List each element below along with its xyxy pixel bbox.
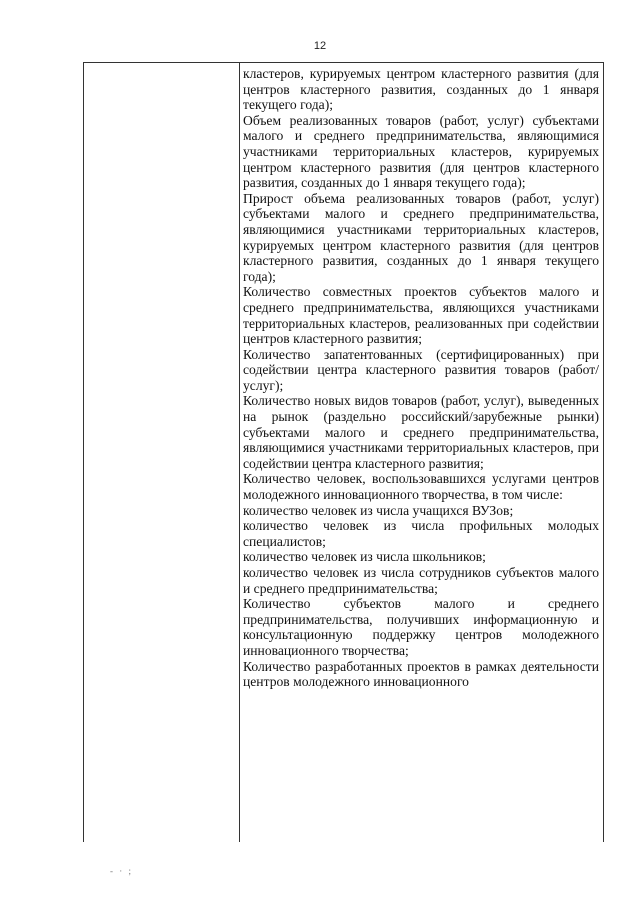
paragraph-joint-projects: Количество совместных проектов субъектов малого и среднего предпринимательства, являющихся участниками территориальных кластеров, реализованных при содействии центров кластерного развития; bbox=[243, 284, 599, 347]
paragraph-sales-growth: Прирост объема реализованных товаров (работ, услуг) субъектами малого и среднего предпринимательства, являющимися участниками территориальных кластеров, курируемых центром кластерного развития (для центров кластерного развития, созданных до 1 января текущего года); bbox=[243, 190, 599, 284]
paragraph-patented-goods: Количество запатентованных (сертифицированных) при содействии центра кластерного развития товаров (работ/услуг); bbox=[243, 346, 599, 393]
paragraph-new-goods: Количество новых видов товаров (работ, услуг), выведенных на рынок (раздельно российский/зарубежные рынки) субъектами малого и среднего предпринимательства, являющимися участниками территориальных кластеров, при содействии центра кластерного развития; bbox=[243, 393, 599, 471]
document-table bbox=[83, 62, 604, 842]
scan-margin-marks: - · ; bbox=[110, 866, 133, 876]
paragraph-university-students: количество человек из числа учащихся ВУЗов; bbox=[243, 502, 514, 518]
table-left-column bbox=[84, 63, 240, 842]
table-right-column bbox=[240, 63, 603, 842]
paragraph-sales-volume: Объем реализованных товаров (работ, услуг) субъектами малого и среднего предпринимательства, являющимися участниками территориальных кластеров, курируемых центром кластерного развития (для центров кластерного развития, созданных до 1 января текущего года); bbox=[243, 112, 599, 191]
paragraph-schoolchildren: количество человек из числа школьников; bbox=[243, 549, 486, 565]
paragraph-cluster-continuation: кластеров, курируемых центром кластерного развития (для центров кластерного развития, созданных до 1 января текущего года); bbox=[243, 66, 599, 113]
paragraph-young-specialists: количество человек из числа профильных молодых специалистов; bbox=[243, 518, 599, 549]
page-number: 12 bbox=[313, 40, 327, 52]
paragraph-sme-employees: количество человек из числа сотрудников субъектов малого и среднего предпринимательства; bbox=[243, 565, 599, 596]
paragraph-youth-center-users: Количество человек, воспользовавшихся услугами центров молодежного инновационного творчества, в том числе: bbox=[243, 471, 599, 503]
paragraph-developed-projects: Количество разработанных проектов в рамках деятельности центров молодежного инновационного bbox=[243, 658, 599, 690]
paragraph-sme-supported: Количество субъектов малого и среднего предпринимательства, получивших информационную и консультационную поддержку центров молодежного инновационного творчества; bbox=[243, 596, 599, 658]
